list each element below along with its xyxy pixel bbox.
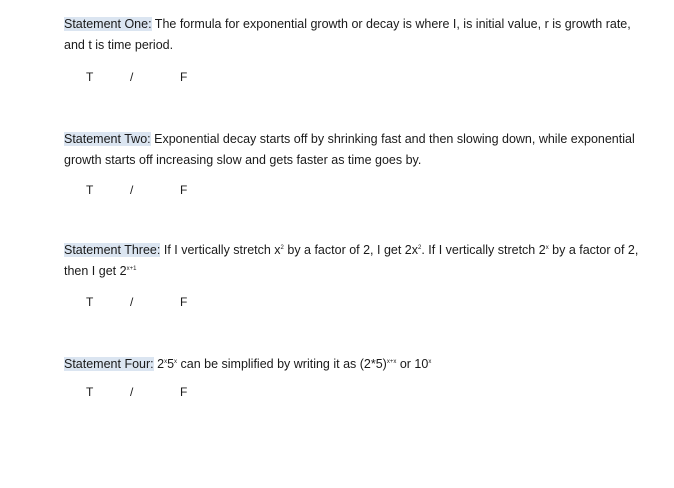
exponent: x (428, 359, 432, 365)
exponent: x (164, 359, 168, 365)
statement-four (64, 354, 654, 375)
statement-one-colon: : (148, 17, 152, 31)
false-option[interactable]: F (180, 385, 188, 399)
exponent: x+1 (126, 266, 137, 272)
true-option[interactable]: T (86, 183, 94, 197)
exponent: x+x (386, 359, 397, 365)
exponent: 2 (418, 245, 422, 251)
false-option[interactable]: F (180, 295, 188, 309)
statement-two-text: Exponential decay starts off by shrinking fast and then slowing down, while exponential growth starts off increasing slow and gets faster as time goes by. (64, 132, 635, 167)
statement-four-text-3: can be simplified by writing it as (2*5) (177, 357, 387, 371)
false-option[interactable]: F (180, 70, 188, 84)
statement-two-colon: : (147, 132, 151, 146)
statement-one-text: The formula for exponential growth or decay is where I, is initial value, r is growth rate, and t is time period. (64, 17, 631, 52)
statement-one-label: Statement One (64, 17, 149, 31)
statement-three-text-1: If I vertically stretch x (160, 243, 281, 257)
statement-two (64, 129, 654, 171)
separator-slash: / (130, 70, 134, 84)
statement-four-text-1: 2 (153, 357, 165, 371)
statement-two-label: Statement Two (64, 132, 148, 146)
statement-three-text-4: by a factor of 2, then I get 2 (64, 243, 639, 278)
exponent: 2 (280, 245, 284, 251)
true-option[interactable]: T (86, 385, 94, 399)
true-option[interactable]: T (86, 70, 94, 84)
statement-four-text-2: 5 (167, 357, 175, 371)
statement-three (64, 240, 654, 282)
statement-four-label: Statement Four (64, 357, 151, 371)
statement-three-text-2: by a factor of 2, I get 2x (283, 243, 418, 257)
statement-four-colon: : (150, 357, 154, 371)
statement-three-label: Statement Three (64, 243, 157, 257)
separator-slash: / (130, 385, 134, 399)
exponent: x (174, 359, 178, 365)
statement-three-colon: : (156, 243, 161, 257)
statement-one (64, 14, 654, 56)
separator-slash: / (130, 295, 134, 309)
statement-four-text-4: or 10 (396, 357, 429, 371)
false-option[interactable]: F (180, 183, 188, 197)
true-option[interactable]: T (86, 295, 94, 309)
exponent: x (545, 245, 549, 251)
statement-three-text-3: . If I vertically stretch 2 (421, 243, 546, 257)
separator-slash: / (130, 183, 134, 197)
